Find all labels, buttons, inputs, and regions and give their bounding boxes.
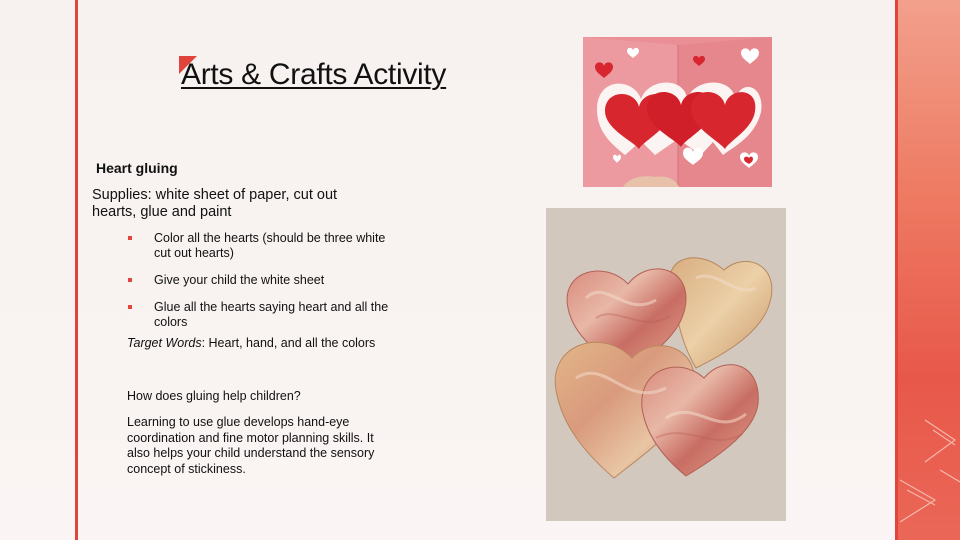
step-text: Glue all the hearts saying heart and all the colors [154,300,389,329]
right-decorative-band [895,0,960,540]
activity-heading: Heart gluing [96,160,178,176]
answer-text: Learning to use glue develops hand-eye coordination and fine motor planning skills. It also helps your child understand the sensory concept of stickiness. [127,415,375,476]
square-bullet-icon [128,236,132,240]
target-words [127,336,375,350]
step-text: Give your child the white sheet [154,273,325,287]
left-accent-rule [75,0,78,540]
square-bullet-icon [128,278,132,282]
list-item [127,231,389,261]
square-bullet-icon [128,305,132,309]
list-item [127,300,389,330]
target-words-text: : Heart, hand, and all the colors [201,336,376,350]
question-text: How does gluing help children? [127,389,301,403]
steps-list [127,231,389,342]
chevron-pattern-icon [895,0,960,540]
supplies-text: Supplies: white sheet of paper, cut out hearts, glue and paint [92,187,338,220]
target-words-label: Target Words [127,336,202,350]
page-title: Arts & Crafts Activity [181,58,447,91]
step-text: Color all the hearts (should be three white cut out hearts) [154,231,386,260]
marbled-hearts-photo [546,208,786,521]
popup-card-photo [583,37,772,187]
list-item [127,273,389,288]
